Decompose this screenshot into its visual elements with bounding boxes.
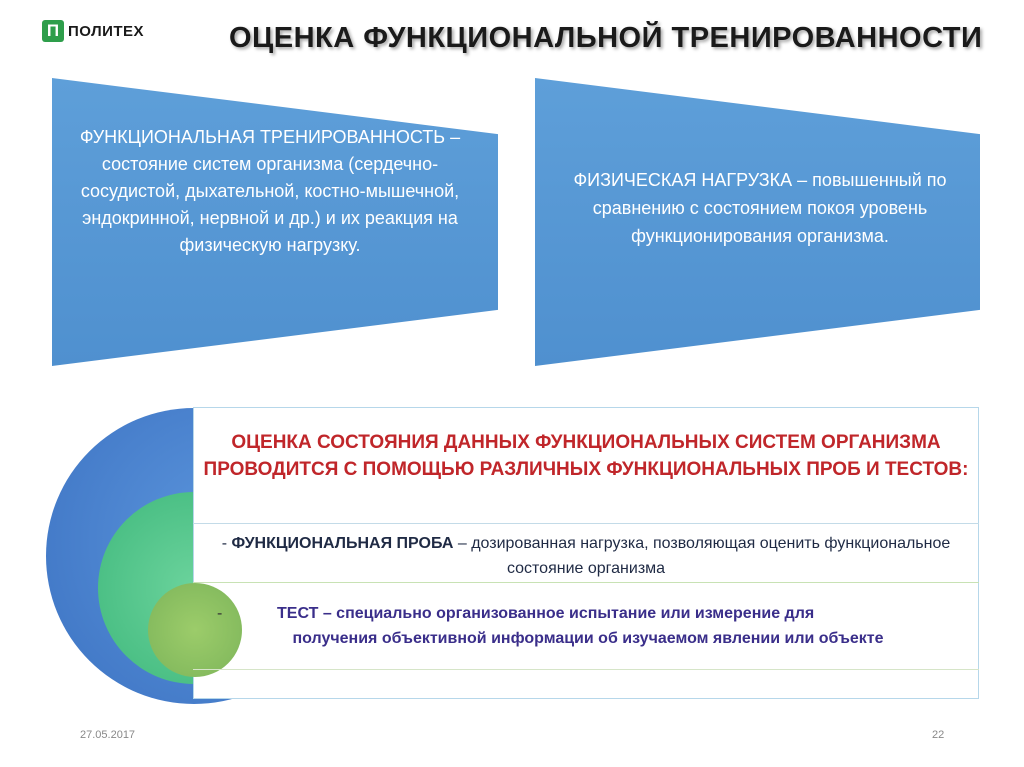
definition-left-text <box>58 124 482 259</box>
definition-right-text <box>545 166 975 250</box>
row-divider <box>193 582 979 583</box>
definition-right-body: – повышенный по сравнению с состоянием покоя уровень функционирования организма. <box>592 170 947 246</box>
definition-left-body: – состояние систем организма (сердечно-сосудистой, дыхательной, костно-мышечной, эндокринной, нервной и др.) и их реакция на физическую нагрузку. <box>80 127 461 255</box>
list-item-line: получения объективной информации об изучаемом явлении или объекте <box>292 630 884 647</box>
list-item-test <box>208 601 968 651</box>
definition-right-term: ФИЗИЧЕСКАЯ НАГРУЗКА <box>573 170 793 190</box>
page-number: 22 <box>932 729 945 741</box>
list-item-body: – дозированная нагрузка, позволяющая оценить функциональное состояние организма <box>453 535 951 577</box>
list-item-functional-test <box>200 531 972 581</box>
row-divider <box>193 523 979 524</box>
list-item-dash: - <box>217 605 223 622</box>
slide-title: ОЦЕНКА ФУНКЦИОНАЛЬНОЙ ТРЕНИРОВАННОСТИ <box>229 22 983 54</box>
footer-date: 27.05.2017 <box>80 729 136 741</box>
list-item-term: ФУНКЦИОНАЛЬНАЯ ПРОБА <box>231 535 454 552</box>
panel-heading: ОЦЕНКА СОСТОЯНИЯ ДАННЫХ ФУНКЦИОНАЛЬНЫХ СИСТЕМ ОРГАНИЗМА ПРОВОДИТСЯ С ПОМОЩЬЮ РАЗЛИЧНЫХ ФУНКЦИОНАЛЬНЫХ ПРОБ И ТЕСТОВ: <box>203 432 969 480</box>
logo-text: ПОЛИТЕХ <box>68 22 145 40</box>
list-item-dash: - <box>221 535 232 552</box>
row-divider <box>193 669 979 670</box>
definition-left-term: ФУНКЦИОНАЛЬНАЯ ТРЕНИРОВАННОСТЬ <box>79 127 446 147</box>
logo-mark-icon: П <box>42 20 64 42</box>
list-item-line: ТЕСТ – специально организованное испытание или измерение для <box>277 605 815 622</box>
logo <box>42 20 144 42</box>
